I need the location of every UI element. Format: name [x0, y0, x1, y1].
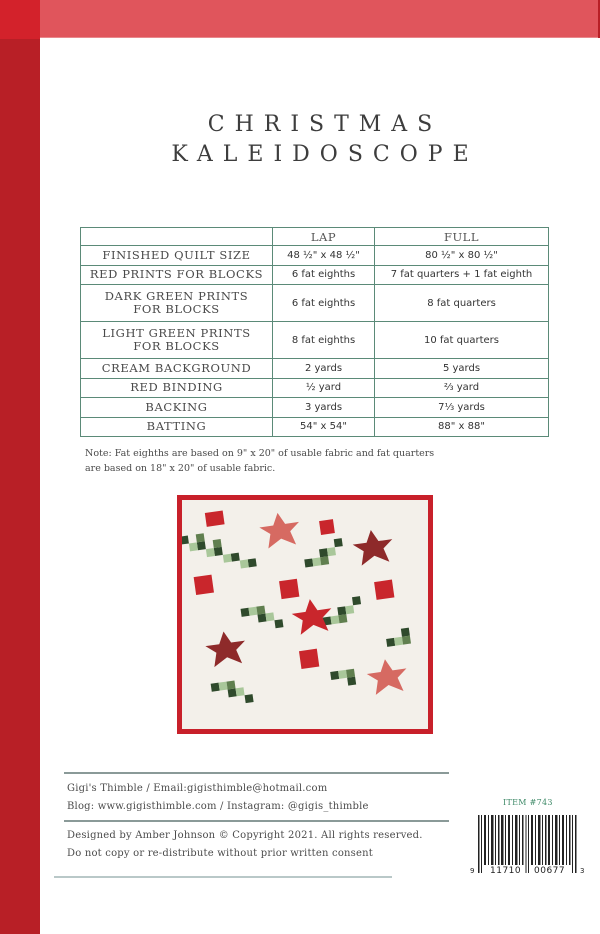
note-line-2: are based on 18" x 20" of usable fabric.: [85, 463, 276, 474]
row-label: [81, 285, 273, 322]
row-lap-value: 54" x 54": [273, 417, 375, 437]
designer-copyright: [67, 827, 423, 863]
item-number: ITEM #743: [503, 798, 553, 807]
row-lap-value: 6 fat eighths: [273, 265, 375, 285]
row-full-value: ⅔ yard: [375, 378, 549, 398]
pattern-title: [40, 110, 600, 170]
header-blank: [81, 228, 273, 246]
table-row: [81, 417, 549, 437]
quilt-photo: [177, 495, 433, 734]
table-row: [81, 285, 549, 322]
contact-line-2: Blog: www.gigisthimble.com / Instagram: @gigis_thimble: [67, 801, 369, 812]
row-label: [81, 322, 273, 359]
footer-divider-top: [64, 772, 449, 774]
row-label: RED PRINTS FOR BLOCKS: [81, 265, 273, 285]
designer-line-2: Do not copy or re-distribute without prior written consent: [67, 848, 373, 859]
row-label-line-1: LIGHT GREEN PRINTS: [102, 326, 251, 340]
row-label: CREAM BACKGROUND: [81, 359, 273, 379]
row-full-value: 8 fat quarters: [375, 285, 549, 322]
table-row: [81, 246, 549, 266]
title-line-2: KALEIDOSCOPE: [171, 142, 479, 167]
barcode-right-digits: 00677: [534, 866, 566, 875]
fabric-requirements-table: [80, 227, 549, 437]
footer-divider-middle: [64, 820, 449, 822]
row-label-line-2: FOR BLOCKS: [133, 302, 220, 316]
note-line-1: Note: Fat eighths are based on 9" x 20" of usable fabric and fat quarters: [85, 448, 435, 459]
row-full-value: 5 yards: [375, 359, 549, 379]
row-label: RED BINDING: [81, 378, 273, 398]
row-label-line-2: FOR BLOCKS: [133, 339, 220, 353]
table-row: [81, 378, 549, 398]
header-lap: LAP: [273, 228, 375, 246]
row-label-line-1: DARK GREEN PRINTS: [104, 289, 249, 303]
table-row: [81, 359, 549, 379]
row-full-value: 7 fat quarters + 1 fat eighth: [375, 265, 549, 285]
header-full: FULL: [375, 228, 549, 246]
fabric-note: [85, 446, 515, 476]
designer-line-1: Designed by Amber Johnson © Copyright 2021. All rights reserved.: [67, 830, 423, 841]
contact-line-1: Gigi's Thimble / Email:gigisthimble@hotmail.com: [67, 783, 328, 794]
title-line-1: CHRISTMAS: [207, 112, 443, 137]
table-row: [81, 398, 549, 418]
row-lap-value: 3 yards: [273, 398, 375, 418]
row-full-value: 80 ½" x 80 ½": [375, 246, 549, 266]
row-lap-value: 8 fat eighths: [273, 322, 375, 359]
barcode-left-digits: 11710: [490, 866, 522, 875]
barcode-graphic: [470, 815, 588, 875]
table-row: [81, 322, 549, 359]
table-row: [81, 265, 549, 285]
row-label: FINISHED QUILT SIZE: [81, 246, 273, 266]
row-lap-value: ½ yard: [273, 378, 375, 398]
row-lap-value: 48 ½" x 48 ½": [273, 246, 375, 266]
row-full-value: 88" x 88": [375, 417, 549, 437]
quilt-pattern-graphic: [182, 500, 428, 729]
left-red-band-top: [0, 0, 40, 39]
row-lap-value: 2 yards: [273, 359, 375, 379]
left-red-band: [0, 0, 40, 934]
row-label: BATTING: [81, 417, 273, 437]
barcode-trail-digit: 3: [580, 867, 585, 875]
row-label: BACKING: [81, 398, 273, 418]
top-red-band: [40, 0, 600, 38]
row-full-value: 7⅓ yards: [375, 398, 549, 418]
footer-divider-bottom: [54, 876, 392, 878]
table-header-row: [81, 228, 549, 246]
barcode: [470, 815, 588, 875]
row-full-value: 10 fat quarters: [375, 322, 549, 359]
row-lap-value: 6 fat eighths: [273, 285, 375, 322]
contact-info: [67, 780, 369, 816]
barcode-lead-digit: 9: [470, 867, 475, 875]
